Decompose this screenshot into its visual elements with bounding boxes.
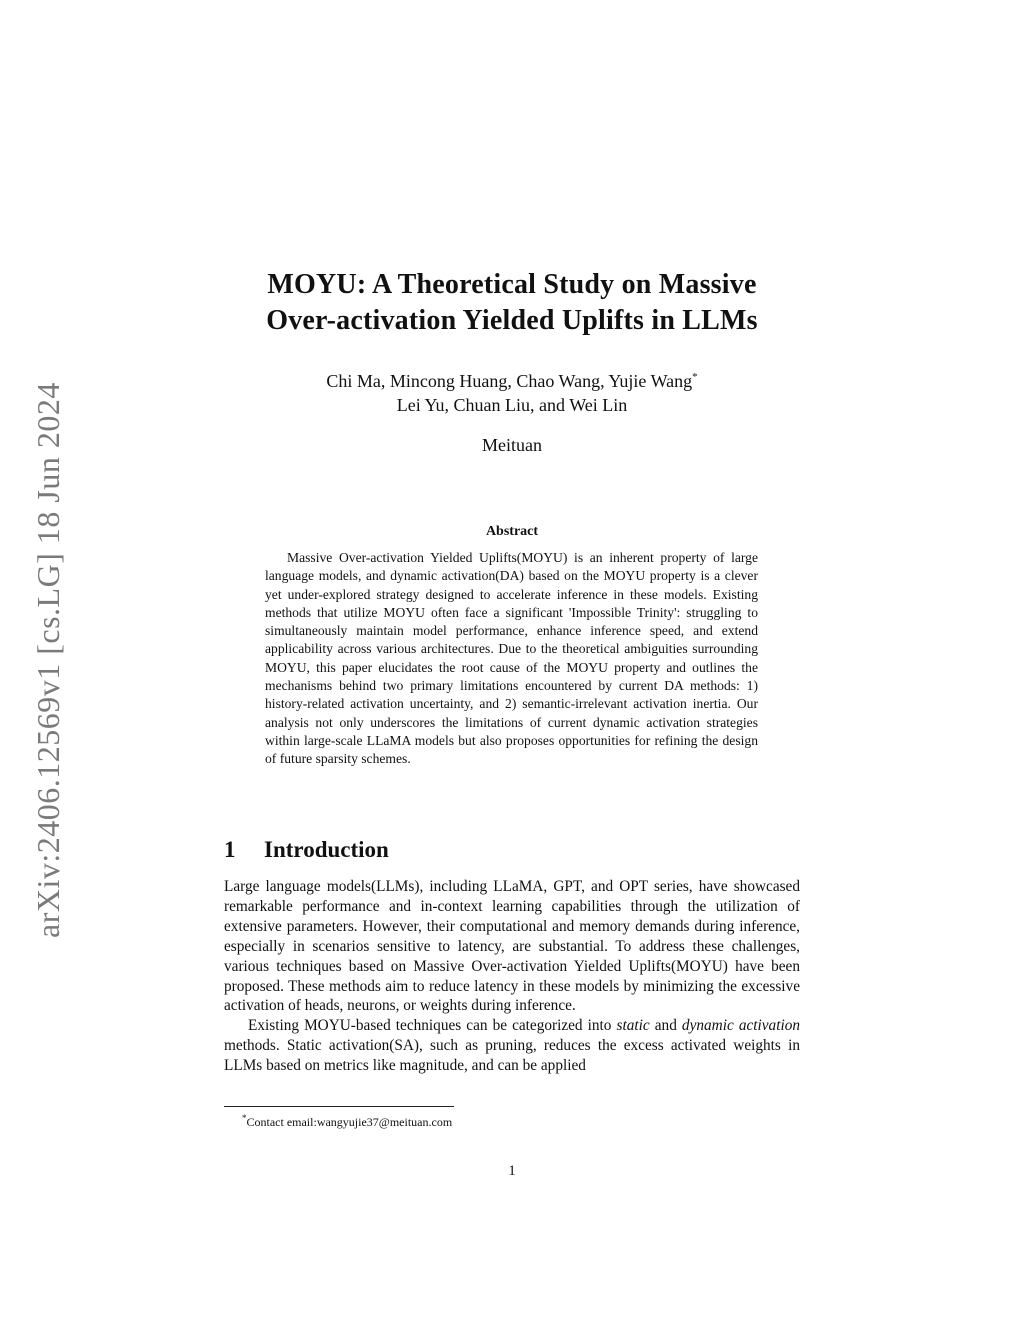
- intro-p2-italic-dynamic: dynamic activation: [681, 1017, 800, 1035]
- title-line-2: Over-activation Yielded Uplifts in LLMs: [266, 305, 758, 336]
- footnote-rule: [224, 1106, 454, 1107]
- introduction-body: [224, 877, 800, 1076]
- intro-p2-end: methods. Static activation(SA), such as pruning, reduces the excess activated weights in LLMs based on metrics like magnitude, and can be applied: [224, 1037, 800, 1075]
- footnote: [242, 1110, 452, 1130]
- footnote-text: Contact email:wangyujie37@meituan.com: [246, 1115, 453, 1129]
- authors-line-1: Chi Ma, Mincong Huang, Chao Wang, Yujie Wang: [326, 371, 693, 391]
- section-number: 1: [224, 837, 236, 862]
- section-heading: [224, 835, 800, 865]
- page-number: 1: [508, 1163, 516, 1179]
- abstract-text: Massive Over-activation Yielded Uplifts(MOYU) is an inherent property of large language models, and dynamic activation(DA) based on the MOYU property is a clever yet under-explored strategy designed to accelerate inference in these models. Existing methods that utilize MOYU often face a significant 'Impossible Trinity': struggling to simultaneously maintain model performance, enhance inference speed, and extend applicability across various architectures. Due to the theoretical ambiguities surrounding MOYU, this paper elucidates the root cause of the MOYU property and outlines the mechanisms behind two primary limitations encountered by current DA methods: 1) history-related activation uncertainty, and 2) semantic-irrelevant activation inertia. Our analysis not only underscores the limitations of current dynamic activation strategies within large-scale LLaMA models but also proposes opportunities for refining the design of future sparsity schemes.: [265, 550, 758, 767]
- authors-line-2: Lei Yu, Chuan Liu, and Wei Lin: [396, 395, 628, 415]
- section-title: Introduction: [264, 837, 389, 862]
- title-block: [224, 267, 800, 457]
- author-list: [224, 365, 800, 417]
- footnote-mark: *: [242, 1113, 247, 1123]
- intro-p2-start: Existing MOYU-based techniques can be categorized into: [248, 1017, 617, 1035]
- intro-paragraph-2: [224, 1016, 800, 1076]
- title-line-1: MOYU: A Theoretical Study on Massive: [267, 269, 757, 300]
- paper-title: [224, 267, 800, 339]
- abstract-heading: Abstract: [485, 524, 539, 539]
- affiliation: Meituan: [482, 435, 542, 455]
- intro-p2-mid: and: [649, 1017, 682, 1035]
- intro-p2-italic-static: static: [616, 1017, 650, 1035]
- arxiv-side-stamp: arXiv:2406.12569v1 [cs.LG] 18 Jun 2024: [30, 382, 66, 938]
- corresponding-author-mark: *: [692, 371, 698, 383]
- intro-paragraph-1: Large language models(LLMs), including LLaMA, GPT, and OPT series, have showcased remarkable performance and in-context learning capabilities through the utilization of extensive parameters. However, their computational and memory demands during inference, especially in scenarios sensitive to latency, are substantial. To address these challenges, various techniques based on Massive Over-activation Yielded Uplifts(MOYU) have been proposed. These methods aim to reduce latency in these models by minimizing the excessive activation of heads, neurons, or weights during inference.: [224, 878, 800, 1015]
